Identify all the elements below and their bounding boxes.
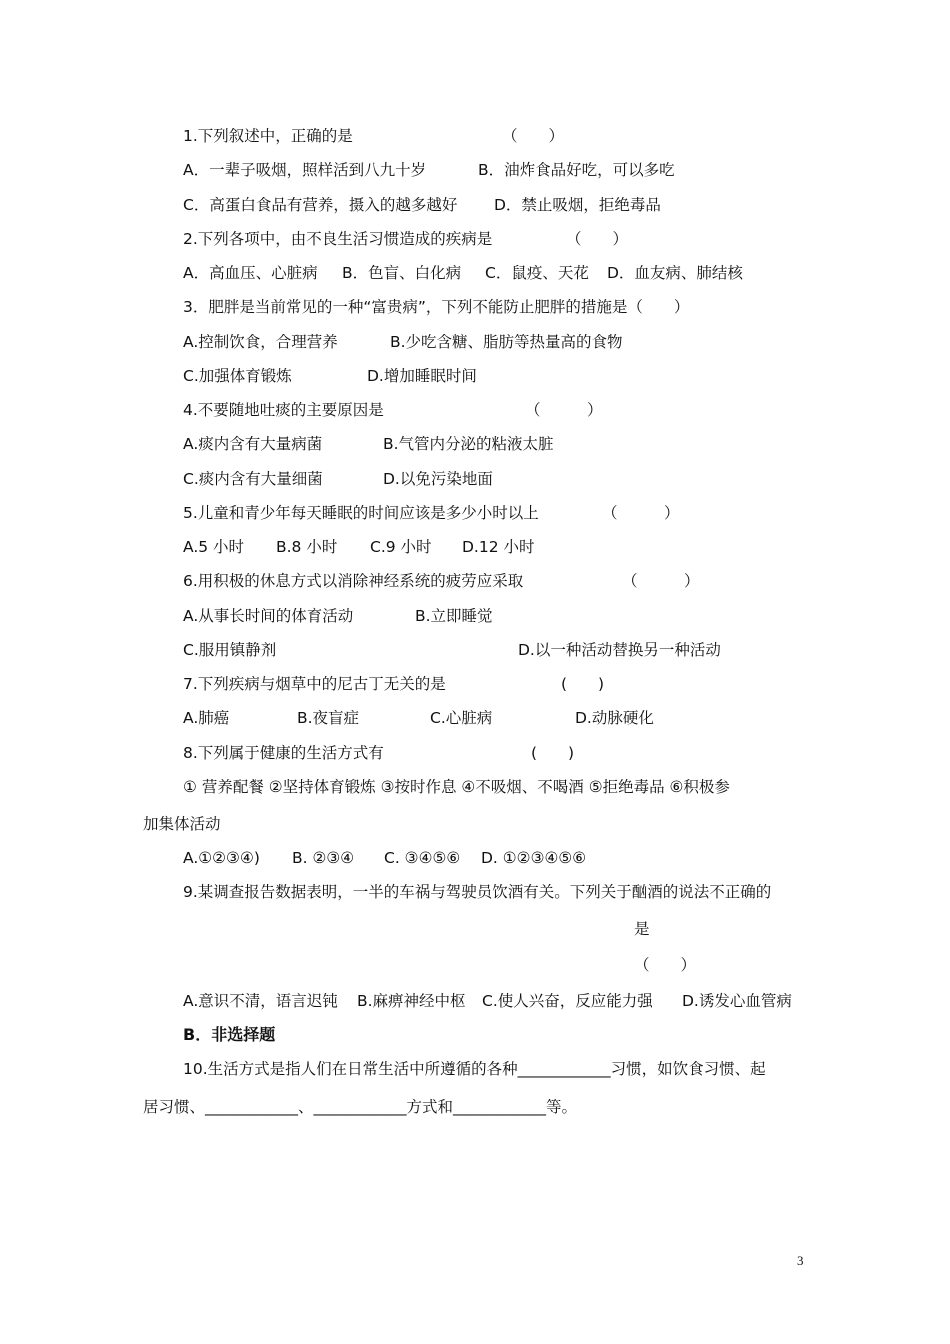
answer-paren: （ ）: [566, 230, 629, 248]
option: D．血友病、肺结核: [607, 264, 743, 282]
question-8-items-cont: 加集体活动: [143, 815, 221, 833]
question-9-stem: 9.某调查报告数据表明，一半的车祸与驾驶员饮酒有关。下列关于酗酒的说法不正确的: [183, 883, 772, 901]
question-1-stem: 1.下列叙述中，正确的是: [183, 127, 353, 145]
option: D. ①②③④⑤⑥: [481, 849, 587, 867]
fill-blank: ____________: [453, 1098, 547, 1116]
option: A.从事长时间的体育活动: [183, 607, 354, 625]
option: D.以一种活动替换另一种活动: [518, 641, 721, 659]
option: B．色盲、白化病: [342, 264, 462, 282]
option: C.服用镇静剂: [183, 641, 277, 659]
answer-paren: （ ）: [602, 504, 680, 522]
fill-blank: ____________: [517, 1060, 611, 1078]
fill-blank: ____________: [205, 1098, 299, 1116]
option: C.心脏病: [430, 709, 493, 727]
section-b-title: B．非选择题: [183, 1025, 276, 1044]
option: C．鼠疫、天花: [485, 264, 589, 282]
question-2-stem: 2.下列各项中，由不良生活习惯造成的疾病是: [183, 230, 493, 248]
question-4-stem: 4.不要随地吐痰的主要原因是: [183, 401, 384, 419]
page-number: 3: [797, 1253, 804, 1268]
option: D.动脉硬化: [575, 709, 654, 727]
option: B.立即睡觉: [415, 607, 493, 625]
option: B.夜盲症: [297, 709, 360, 727]
option: D.以免污染地面: [383, 470, 493, 488]
answer-paren: （ ）: [502, 127, 565, 145]
fill-blank: ____________: [313, 1098, 407, 1116]
option: C. ③④⑤⑥: [384, 849, 461, 867]
answer-paren: （ ）: [634, 956, 697, 974]
option: D．禁止吸烟，拒绝毒品: [494, 196, 661, 214]
option: A.意识不清，语言迟钝: [183, 992, 338, 1010]
answer-paren: （ ）: [525, 401, 603, 419]
question-9-stem-cont: 是: [634, 920, 650, 938]
option: A．一辈子吸烟，照样活到八九十岁: [183, 161, 427, 179]
answer-paren: （ ）: [622, 572, 700, 590]
option: C.使人兴奋，反应能力强: [482, 992, 653, 1010]
option: B.麻痹神经中枢: [357, 992, 466, 1010]
question-3-stem: 3．肥胖是当前常见的一种“富贵病”，下列不能防止肥胖的措施是（ ）: [183, 298, 690, 316]
option: A．高血压、心脏病: [183, 264, 318, 282]
option: D.增加睡眠时间: [367, 367, 477, 385]
option: A.痰内含有大量病菌: [183, 435, 323, 453]
answer-paren: ( ): [561, 675, 605, 693]
option: B.8 小时: [276, 538, 338, 556]
question-8-stem: 8.下列属于健康的生活方式有: [183, 744, 384, 762]
option: C.痰内含有大量细菌: [183, 470, 323, 488]
question-7-stem: 7.下列疾病与烟草中的尼古丁无关的是: [183, 675, 446, 693]
option: D.12 小时: [462, 538, 535, 556]
option: B．油炸食品好吃，可以多吃: [478, 161, 675, 179]
option: A.5 小时: [183, 538, 245, 556]
option: B. ②③④: [292, 849, 355, 867]
answer-paren: ( ): [531, 744, 575, 762]
option: A.控制饮食，合理营养: [183, 333, 338, 351]
option: A.①②③④): [183, 849, 260, 867]
option: D.诱发心血管病: [682, 992, 792, 1010]
option: C.9 小时: [370, 538, 432, 556]
question-10-line1: 10.生活方式是指人们在日常生活中所遵循的各种____________习惯，如饮食习惯、起: [183, 1060, 766, 1078]
question-8-items: ① 营养配餐 ②坚持体育锻炼 ③按时作息 ④不吸烟、不喝酒 ⑤拒绝毒品 ⑥积极参: [183, 778, 730, 796]
question-6-stem: 6.用积极的休息方式以消除神经系统的疲劳应采取: [183, 572, 524, 590]
question-5-stem: 5.儿童和青少年每天睡眠的时间应该是多少小时以上: [183, 504, 539, 522]
option: B.气管内分泌的粘液太脏: [383, 435, 554, 453]
option: B.少吃含糖、脂肪等热量高的食物: [390, 333, 623, 351]
option: C．高蛋白食品有营养，摄入的越多越好: [183, 196, 458, 214]
option: C.加强体育锻炼: [183, 367, 292, 385]
option: A.肺癌: [183, 709, 230, 727]
question-10-line2: 居习惯、____________、____________方式和____________等。: [143, 1098, 578, 1116]
